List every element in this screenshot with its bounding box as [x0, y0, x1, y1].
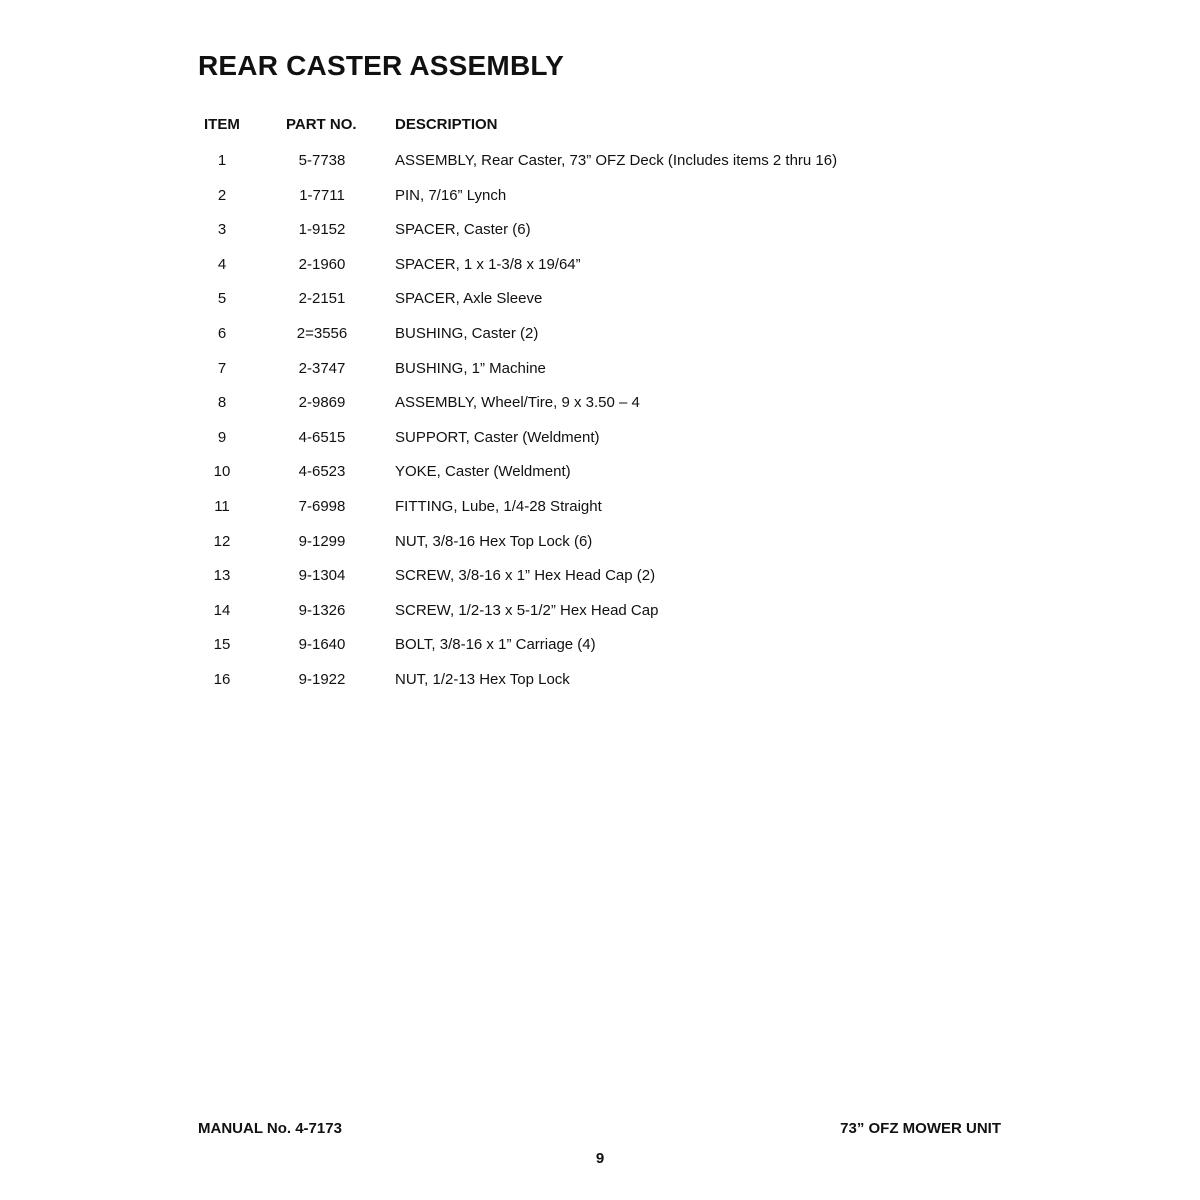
- table-row: [198, 181, 958, 216]
- part-number: 1-7711: [299, 186, 345, 204]
- part-description: BOLT, 3/8-16 x 1” Carriage (4): [395, 636, 596, 654]
- item-number: 16: [213, 670, 231, 688]
- table-row: [198, 354, 958, 389]
- part-description: PIN, 7/16” Lynch: [395, 186, 507, 204]
- part-description: SPACER, 1 x 1-3/8 x 19/64”: [395, 255, 581, 273]
- part-number: 9-1299: [298, 532, 346, 550]
- page-title: REAR CASTER ASSEMBLY: [198, 50, 564, 81]
- item-number: 4: [217, 255, 227, 273]
- header-item: ITEM: [204, 116, 240, 133]
- part-description: FITTING, Lube, 1/4-28 Straight: [395, 497, 602, 515]
- part-number: 4-6523: [298, 463, 346, 481]
- part-number: 2=3556: [296, 324, 348, 342]
- part-description: SPACER, Caster (6): [395, 221, 531, 239]
- item-number: 15: [213, 636, 231, 654]
- part-number: 2-9869: [298, 394, 346, 412]
- item-number: 5: [217, 290, 227, 308]
- part-description: ASSEMBLY, Wheel/Tire, 9 x 3.50 – 4: [395, 394, 640, 412]
- item-number: 8: [217, 394, 227, 412]
- table-row: [198, 561, 958, 596]
- table-row: [198, 665, 958, 700]
- header-description: DESCRIPTION: [395, 116, 498, 133]
- item-number: 11: [214, 497, 230, 515]
- part-description: NUT, 1/2-13 Hex Top Lock: [395, 670, 570, 688]
- table-row: [198, 630, 958, 665]
- product-name: 73” OFZ MOWER UNIT: [840, 1120, 1001, 1137]
- table-row: [198, 284, 958, 319]
- item-number: 12: [213, 532, 231, 550]
- table-row: [198, 423, 958, 458]
- table-row: [198, 146, 958, 181]
- item-number: 1: [217, 152, 227, 169]
- item-number: 2: [217, 186, 227, 204]
- item-number: 10: [213, 463, 231, 481]
- table-row: [198, 388, 958, 423]
- part-number: 2-2151: [298, 290, 346, 308]
- table-row: [198, 319, 958, 354]
- item-number: 14: [213, 601, 231, 619]
- table-row: [198, 492, 958, 527]
- part-description: SCREW, 3/8-16 x 1” Hex Head Cap (2): [395, 567, 656, 585]
- table-body: [198, 146, 958, 700]
- parts-table: [198, 110, 958, 700]
- part-description: BUSHING, 1” Machine: [395, 359, 546, 377]
- part-number: 5-7738: [298, 152, 346, 169]
- part-number: 1-9152: [298, 221, 346, 239]
- part-number: 2-1960: [298, 255, 346, 273]
- manual-number: MANUAL No. 4-7173: [198, 1120, 342, 1137]
- part-number: 4-6515: [298, 428, 346, 446]
- table-row: [198, 527, 958, 562]
- table-header-row: [198, 110, 958, 142]
- part-description: BUSHING, Caster (2): [395, 324, 539, 342]
- part-description: ASSEMBLY, Rear Caster, 73” OFZ Deck (Includes items 2 thru 16): [395, 152, 838, 169]
- table-row: [198, 596, 958, 631]
- part-number: 9-1640: [298, 636, 346, 654]
- part-number: 9-1922: [298, 670, 346, 688]
- part-description: NUT, 3/8-16 Hex Top Lock (6): [395, 532, 593, 550]
- part-number: 2-3747: [298, 359, 346, 377]
- part-description: SUPPORT, Caster (Weldment): [395, 428, 600, 446]
- item-number: 7: [217, 359, 227, 377]
- item-number: 9: [217, 428, 227, 446]
- part-description: YOKE, Caster (Weldment): [395, 463, 571, 481]
- table-row: [198, 457, 958, 492]
- item-number: 6: [217, 324, 227, 342]
- part-number: 9-1326: [298, 601, 346, 619]
- part-description: SPACER, Axle Sleeve: [395, 290, 543, 308]
- header-part-no: PART NO.: [286, 116, 357, 133]
- table-row: [198, 250, 958, 285]
- page-number: 9: [595, 1150, 605, 1167]
- part-description: SCREW, 1/2-13 x 5-1/2” Hex Head Cap: [395, 601, 659, 619]
- part-number: 7-6998: [298, 497, 346, 515]
- item-number: 3: [217, 221, 227, 239]
- table-row: [198, 215, 958, 250]
- part-number: 9-1304: [298, 567, 346, 585]
- item-number: 13: [213, 567, 231, 585]
